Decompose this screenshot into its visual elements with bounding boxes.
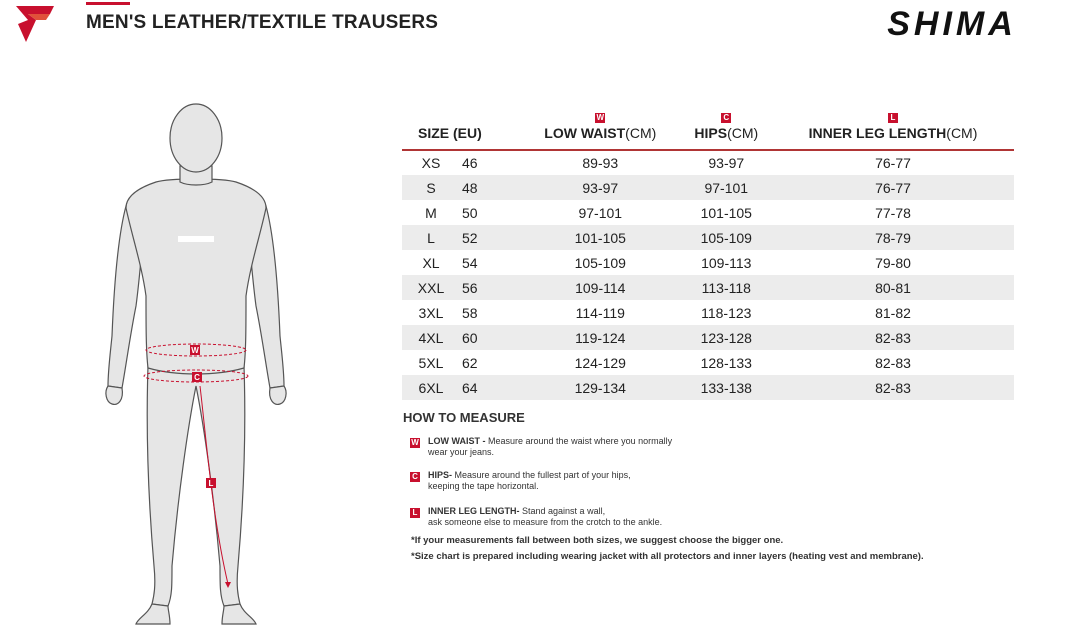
cell-eu: 48 <box>460 175 520 200</box>
measure-text <box>428 470 631 492</box>
header-hips-unit: (CM) <box>727 125 759 141</box>
cell-eu: 56 <box>460 275 520 300</box>
leg-badge-icon: L <box>888 113 898 123</box>
cell-hips: 118-123 <box>701 304 752 321</box>
cell-size: M <box>425 204 437 221</box>
cell-leg: 77-78 <box>875 204 911 221</box>
hips-badge-icon: C <box>721 113 731 123</box>
table-row <box>402 200 1014 225</box>
measure-line: Stand against a wall, <box>522 506 606 516</box>
cell-leg: 79-80 <box>875 254 911 271</box>
body-figure <box>96 96 296 626</box>
measure-line: ask someone else to measure from the crotch to the ankle. <box>428 517 663 527</box>
table-row <box>402 275 1014 300</box>
cell-waist: 114-119 <box>575 304 625 321</box>
measure-line: wear your jeans. <box>428 447 495 457</box>
header-hips-label: HIPS <box>694 125 728 141</box>
table-row <box>402 300 1014 325</box>
note-between-sizes: *If your measurements fall between both sizes, we suggest choose the bigger one. <box>411 535 784 546</box>
cell-eu: 50 <box>462 204 478 221</box>
note-layers: *Size chart is prepared including wearing jacket with all protectors and inner layers (heating vest and membrane). <box>411 551 924 562</box>
header-leg-unit: (CM) <box>946 125 978 141</box>
table-row <box>402 325 1014 350</box>
brand-wordmark <box>836 6 1070 40</box>
cell-size: L <box>402 225 460 250</box>
cell-size: 4XL <box>402 325 460 350</box>
cell-hips: 101-105 <box>700 204 752 221</box>
header-leg <box>772 110 1014 150</box>
measure-line: Measure around the waist where you normally <box>488 436 673 446</box>
header-hips <box>681 110 772 150</box>
cell-hips: 133-138 <box>681 375 772 400</box>
cell-hips: 93-97 <box>708 155 745 171</box>
shima-logo-icon <box>14 4 56 44</box>
table-row <box>402 175 1014 200</box>
measure-line: keeping the tape horizontal. <box>428 481 539 491</box>
table-row <box>402 375 1014 400</box>
cell-hips: 113-118 <box>681 275 772 300</box>
measure-line: Measure around the fullest part of your hips, <box>454 470 631 480</box>
cell-leg: 80-81 <box>772 275 1014 300</box>
cell-hips: 97-101 <box>681 175 772 200</box>
table-row <box>402 150 1014 175</box>
cell-leg: 76-77 <box>875 155 911 171</box>
cell-leg: 82-83 <box>772 325 1014 350</box>
table-row <box>402 250 1014 275</box>
measure-text <box>428 506 662 528</box>
measure-label: INNER LEG LENGTH- <box>428 506 520 516</box>
cell-size: XXL <box>402 275 460 300</box>
cell-leg: 82-83 <box>875 354 911 371</box>
cell-waist: 109-114 <box>520 275 681 300</box>
brand-name: SHIMA <box>887 6 1017 40</box>
cell-size: 3XL <box>418 304 444 321</box>
cell-hips: 105-109 <box>681 225 772 250</box>
table-row <box>402 225 1014 250</box>
hips-badge-icon: C <box>410 472 420 482</box>
cell-eu: 60 <box>460 325 520 350</box>
cell-waist: 129-134 <box>520 375 681 400</box>
cell-eu: 54 <box>462 254 478 271</box>
page-title: MEN'S LEATHER/TEXTILE TRAUSERS <box>86 12 439 33</box>
cell-leg: 76-77 <box>772 175 1014 200</box>
header-size: SIZE (EU) <box>402 110 520 150</box>
header-leg-label: INNER LEG LENGTH <box>808 125 947 141</box>
cell-waist: 89-93 <box>582 155 619 171</box>
cell-hips: 109-113 <box>701 254 752 271</box>
measure-label: HIPS- <box>428 470 453 480</box>
cell-eu: 62 <box>462 354 478 371</box>
cell-waist: 93-97 <box>520 175 681 200</box>
waist-badge-icon: W <box>411 438 419 447</box>
table-header-row <box>402 110 1014 150</box>
measure-text <box>428 436 672 458</box>
cell-size: XL <box>422 254 440 271</box>
cell-waist: 101-105 <box>520 225 681 250</box>
size-chart-table <box>402 110 1014 400</box>
header-waist <box>520 110 681 150</box>
cell-size: 5XL <box>418 354 444 371</box>
header-waist-unit: (CM) <box>625 125 657 141</box>
leg-marker: L <box>208 479 214 488</box>
cell-hips: 128-133 <box>700 354 752 371</box>
cell-eu: 64 <box>460 375 520 400</box>
cell-waist: 119-124 <box>520 325 681 350</box>
how-to-measure-title: HOW TO MEASURE <box>403 410 525 425</box>
cell-size: S <box>402 175 460 200</box>
cell-leg: 82-83 <box>772 375 1014 400</box>
cell-waist: 97-101 <box>578 204 623 221</box>
waist-badge-icon: W <box>596 113 605 122</box>
cell-eu: 46 <box>462 155 478 171</box>
cell-waist: 105-109 <box>574 254 626 271</box>
cell-waist: 124-129 <box>574 354 626 371</box>
cell-hips: 123-128 <box>681 325 772 350</box>
table-row <box>402 350 1014 375</box>
title-accent-bar <box>86 2 130 5</box>
cell-eu: 58 <box>462 304 478 321</box>
measure-label: LOW WAIST - <box>428 436 486 446</box>
hips-marker: C <box>194 373 200 382</box>
header-waist-label: LOW WAIST <box>544 125 626 141</box>
cell-leg: 81-82 <box>875 304 911 321</box>
cell-eu: 52 <box>460 225 520 250</box>
cell-leg: 78-79 <box>772 225 1014 250</box>
cell-size: XS <box>421 155 441 171</box>
waist-marker: W <box>191 346 199 355</box>
cell-size: 6XL <box>402 375 460 400</box>
leg-badge-icon: L <box>410 508 420 518</box>
